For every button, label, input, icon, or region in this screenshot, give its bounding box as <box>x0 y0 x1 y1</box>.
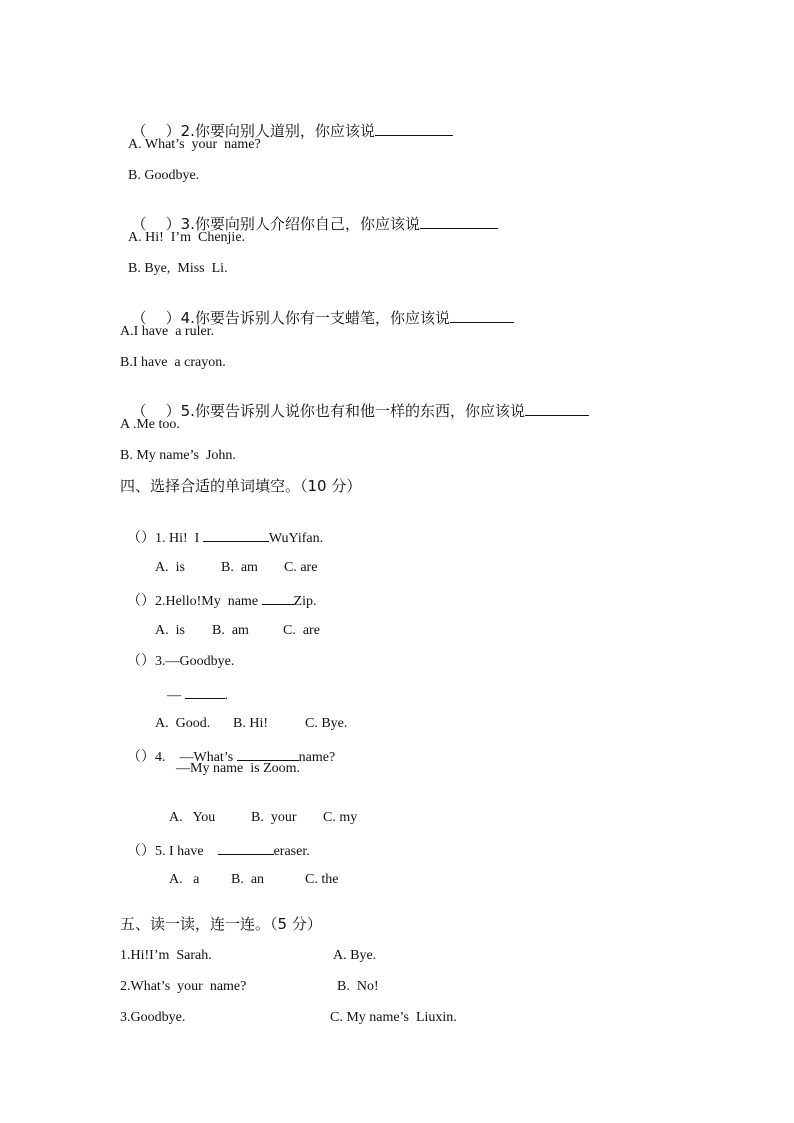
option-b: B. Hi! <box>233 716 268 731</box>
answer-blank[interactable] <box>450 308 514 323</box>
option-b: B. Bye, Miss Li. <box>128 261 228 276</box>
question-text: 1. Hi! I <box>155 531 203 546</box>
answer-blank[interactable] <box>420 214 498 229</box>
match-left-3[interactable]: 3.Goodbye. <box>120 1010 186 1025</box>
option-c: C. are <box>283 623 320 638</box>
option-a: A. You <box>169 810 216 825</box>
option-a: A .Me too. <box>120 417 180 432</box>
option-b: B. My name’s John. <box>120 448 236 463</box>
option-c: C. my <box>323 810 358 825</box>
answer-paren[interactable]: （ ） <box>131 309 181 327</box>
answer-blank[interactable] <box>237 746 299 761</box>
answer-paren[interactable]: （） <box>127 750 155 765</box>
question-text-after: name? <box>298 750 336 765</box>
option-a: A. Hi! I’m Chenjie. <box>128 230 246 245</box>
match-right-c[interactable]: C. My name’s Liuxin. <box>330 1010 457 1025</box>
question-text: 2.你要向别人道别，你应该说 <box>180 122 375 140</box>
reply-dash: — <box>167 688 185 703</box>
section-4-heading: 四、选择合适的单词填空。（10 分） <box>120 477 362 495</box>
answer-paren[interactable]: （ ） <box>131 402 181 420</box>
section-5-heading: 五、读一读，连一连。（5 分） <box>120 915 322 933</box>
question-3-5 <box>122 383 589 420</box>
question-3-2 <box>122 103 453 140</box>
options-row <box>162 853 338 889</box>
option-b: B. an <box>231 872 265 887</box>
option-a: A. What’s your name? <box>128 137 261 152</box>
option-b: B. your <box>251 810 297 825</box>
option-b: B.I have a crayon. <box>120 355 226 370</box>
match-left-2[interactable]: 2.What’s your name? <box>120 979 247 994</box>
answer-paren[interactable]: （） <box>127 531 155 546</box>
reply-end: . <box>224 688 228 703</box>
option-c: C. the <box>305 872 339 887</box>
reply-line: —My name is Zoom. <box>176 761 301 776</box>
option-a: A. is <box>155 560 185 575</box>
option-c: C. are <box>284 560 318 575</box>
answer-paren[interactable]: （ ） <box>131 122 181 140</box>
answer-blank[interactable] <box>525 401 589 416</box>
answer-blank[interactable] <box>203 527 269 542</box>
question-text: 4. —What’s <box>155 750 237 765</box>
question-3-3 <box>122 196 498 233</box>
question-text: 4.你要告诉别人你有一支蜡笔，你应该说 <box>180 309 450 327</box>
option-b: B. Goodbye. <box>128 168 200 183</box>
option-c: C. Bye. <box>305 716 348 731</box>
question-3-4 <box>122 290 514 327</box>
question-text: 2.Hello!My name <box>155 594 262 609</box>
option-a: A.I have a ruler. <box>120 324 215 339</box>
answer-paren[interactable]: （） <box>127 654 155 669</box>
option-b: B. am <box>212 623 249 638</box>
option-a: A. a <box>169 872 200 887</box>
answer-blank[interactable] <box>375 121 453 136</box>
match-right-b[interactable]: B. No! <box>337 979 379 994</box>
question-text-after: Zip. <box>293 594 317 609</box>
question-text: 5. I have <box>155 844 218 859</box>
question-text: 5.你要告诉别人说你也有和他一样的东西，你应该说 <box>180 402 525 420</box>
match-left-1[interactable]: 1.Hi!I’m Sarah. <box>120 948 212 963</box>
match-right-a[interactable]: A. Bye. <box>333 948 377 963</box>
question-text-after: eraser. <box>273 844 310 859</box>
answer-paren[interactable]: （ ） <box>131 215 181 233</box>
option-a: A. is <box>155 623 185 638</box>
answer-paren[interactable]: （） <box>127 594 155 609</box>
question-text: 3.你要向别人介绍你自己，你应该说 <box>180 215 420 233</box>
option-a: A. Good. <box>155 716 211 731</box>
answer-blank[interactable] <box>262 590 294 605</box>
question-text: 3.—Goodbye. <box>155 654 235 669</box>
answer-paren[interactable]: （） <box>127 844 155 859</box>
question-text-after: WuYifan. <box>268 531 324 546</box>
option-b: B. am <box>221 560 258 575</box>
